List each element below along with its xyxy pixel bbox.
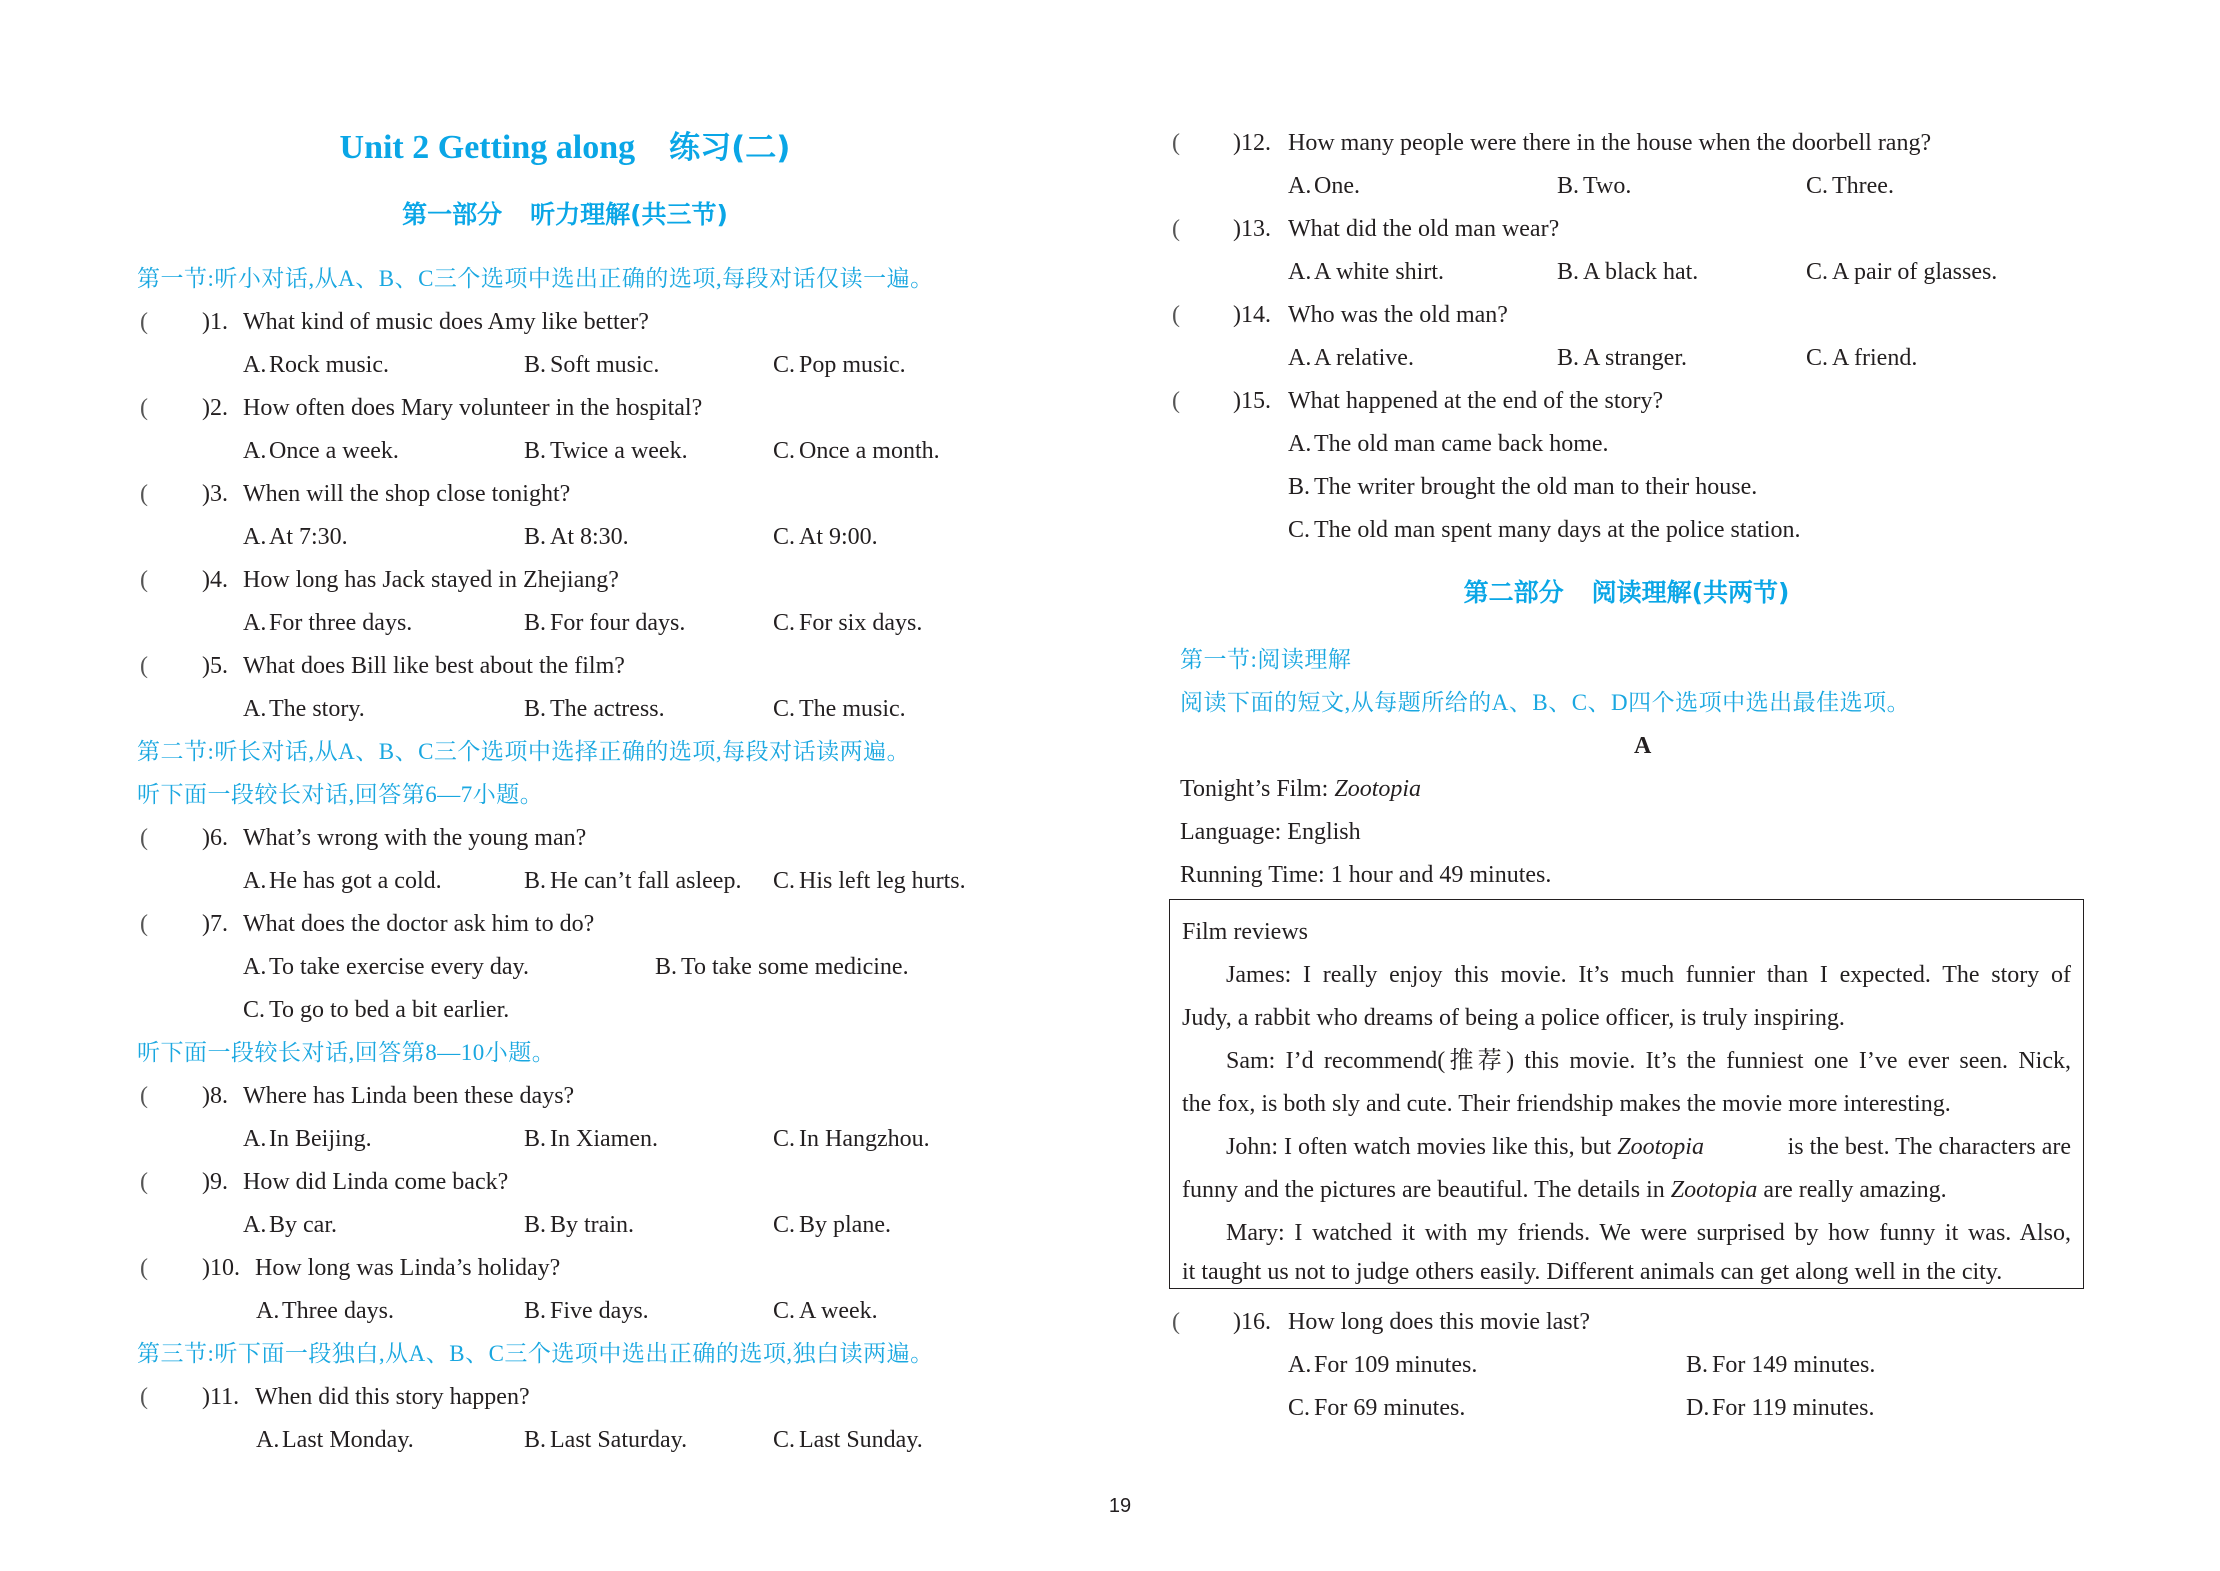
option-c — [773, 608, 922, 638]
option-text: Last Monday. — [282, 1427, 414, 1453]
option-text: He has got a cold. — [269, 868, 442, 894]
part1-heading — [0, 199, 1130, 231]
option-text: Last Saturday. — [550, 1427, 688, 1453]
option-letter: C. — [773, 868, 796, 894]
option-letter: A. — [1288, 259, 1312, 285]
review-sam-line2: the fox, is both sly and cute. Their friendship makes the movie more interesting. — [1182, 1091, 1951, 1117]
question-text: What did the old man wear? — [1288, 216, 1560, 242]
option-text: In Beijing. — [269, 1126, 372, 1152]
option-b — [524, 1124, 658, 1154]
option-letter: A. — [243, 1212, 267, 1238]
option-text: Pop music. — [799, 352, 906, 378]
film-title-line — [1180, 774, 1421, 804]
section2-sub-instruction-6-7: 听下面一段较长对话,回答第6—7小题。 — [137, 782, 544, 807]
option-letter: D. — [1686, 1395, 1710, 1421]
option-a — [243, 1124, 372, 1154]
option-a — [1288, 171, 1360, 201]
option-c — [243, 995, 509, 1025]
answer-blank[interactable]: ( — [140, 1083, 148, 1109]
option-letter: A. — [243, 696, 267, 722]
option-b — [1557, 171, 1631, 201]
question-text: What’s wrong with the young man? — [243, 825, 587, 851]
option-c — [773, 522, 878, 552]
option-text: The actress. — [550, 696, 665, 722]
question-number: )8. — [202, 1083, 228, 1109]
option-text: The music. — [799, 696, 906, 722]
question-text: How many people were there in the house when the doorbell rang? — [1288, 130, 1932, 156]
option-letter: C. — [1288, 1395, 1311, 1421]
option-text: One. — [1314, 173, 1360, 199]
section1-instruction: 第一节:听小对话,从A、B、C三个选项中选出正确的选项,每段对话仅读一遍。 — [137, 266, 934, 291]
option-letter: C. — [773, 1298, 796, 1324]
option-a — [256, 1296, 394, 1326]
option-text: At 7:30. — [269, 524, 348, 550]
question-number: )16. — [1233, 1309, 1271, 1335]
question-number: )1. — [202, 309, 228, 335]
option-text: Two. — [1583, 173, 1632, 199]
option-letter: B. — [524, 524, 547, 550]
option-text: The story. — [269, 696, 365, 722]
option-text: For 69 minutes. — [1314, 1395, 1466, 1421]
option-a — [1288, 343, 1414, 373]
option-letter: A. — [256, 1427, 280, 1453]
answer-blank[interactable]: ( — [1172, 388, 1180, 414]
option-letter: B. — [524, 438, 547, 464]
option-text: A week. — [799, 1298, 878, 1324]
option-letter: A. — [243, 352, 267, 378]
option-c — [773, 1124, 930, 1154]
option-text: By train. — [550, 1212, 634, 1238]
option-text: Rock music. — [269, 352, 389, 378]
part2-heading-title: 阅读理解(共两节) — [1591, 578, 1790, 607]
question-number: )4. — [202, 567, 228, 593]
section2-sub-instruction-8-10: 听下面一段较长对话,回答第8—10小题。 — [137, 1040, 556, 1065]
option-letter: A. — [1288, 173, 1312, 199]
option-letter: A. — [243, 868, 267, 894]
option-c — [773, 350, 906, 380]
option-letter: C. — [243, 997, 266, 1023]
option-text: For 149 minutes. — [1712, 1352, 1876, 1378]
part1-heading-label: 第一部分 — [402, 200, 503, 229]
answer-blank[interactable]: ( — [140, 567, 148, 593]
option-letter: C. — [773, 696, 796, 722]
option-text: In Xiamen. — [550, 1126, 658, 1152]
option-letter: A. — [243, 1126, 267, 1152]
option-letter: A. — [243, 438, 267, 464]
option-a — [243, 694, 365, 724]
option-c — [1806, 343, 1917, 373]
option-text: A black hat. — [1583, 259, 1699, 285]
option-letter: B. — [524, 1126, 547, 1152]
review-sam-line1: Sam: I’d recommend(推荐) this movie. It’s the funniest one I’ve ever seen. Nick, — [1226, 1048, 2071, 1074]
question-text: What does the doctor ask him to do? — [243, 911, 595, 937]
option-letter: A. — [243, 524, 267, 550]
option-letter: B. — [524, 868, 547, 894]
option-letter: C. — [1288, 517, 1311, 543]
option-c — [773, 1210, 891, 1240]
option-a — [1288, 1350, 1477, 1380]
option-b — [1557, 343, 1687, 373]
question-text: What happened at the end of the story? — [1288, 388, 1664, 414]
question-text: How long was Linda’s holiday? — [255, 1255, 561, 1281]
option-a — [256, 1425, 414, 1455]
answer-blank[interactable]: ( — [140, 1169, 148, 1195]
question-text: How long does this movie last? — [1288, 1309, 1590, 1335]
answer-blank[interactable]: ( — [140, 481, 148, 507]
option-text: Three days. — [282, 1298, 394, 1324]
question-text: Where has Linda been these days? — [243, 1083, 575, 1109]
option-letter: A. — [1288, 431, 1312, 457]
option-text: Once a month. — [799, 438, 940, 464]
question-number: )14. — [1233, 302, 1271, 328]
option-a — [243, 866, 442, 896]
option-letter: C. — [1806, 259, 1829, 285]
question-number: )3. — [202, 481, 228, 507]
option-letter: C. — [773, 1427, 796, 1453]
review-james-line2: Judy, a rabbit who dreams of being a police officer, is truly inspiring. — [1182, 1005, 1845, 1031]
option-text: The old man came back home. — [1314, 431, 1609, 457]
passage-label: A — [1634, 733, 1652, 759]
review-john-text: John: I often watch movies like this, but — [1226, 1134, 1618, 1160]
answer-blank[interactable]: ( — [140, 1384, 148, 1410]
answer-blank[interactable]: ( — [1172, 302, 1180, 328]
option-letter: B. — [524, 352, 547, 378]
option-c — [1288, 1393, 1465, 1423]
answer-blank[interactable]: ( — [1172, 130, 1180, 156]
option-text: At 8:30. — [550, 524, 629, 550]
page-title — [0, 127, 1130, 169]
option-a — [1288, 429, 1609, 459]
part2-heading-label: 第二部分 — [1463, 578, 1564, 607]
option-text: A relative. — [1314, 345, 1414, 371]
option-c — [773, 694, 906, 724]
option-text: The old man spent many days at the police station. — [1314, 517, 1801, 543]
answer-blank[interactable]: ( — [140, 911, 148, 937]
option-text: His left leg hurts. — [799, 868, 966, 894]
option-text: Once a week. — [269, 438, 399, 464]
option-a — [1288, 257, 1444, 287]
option-text: A pair of glasses. — [1832, 259, 1998, 285]
option-text: A stranger. — [1583, 345, 1687, 371]
reading-section1-title: 第一节:阅读理解 — [1180, 647, 1352, 672]
question-number: )13. — [1233, 216, 1271, 242]
review-john-line2 — [1182, 1175, 2071, 1205]
option-letter: C. — [773, 1126, 796, 1152]
review-john-text: are really amazing. — [1757, 1177, 1947, 1203]
option-c — [1288, 515, 1801, 545]
option-b — [524, 1425, 687, 1455]
option-text: A white shirt. — [1314, 259, 1444, 285]
option-text: To take exercise every day. — [269, 954, 529, 980]
option-letter: B. — [524, 1427, 547, 1453]
question-text: When did this story happen? — [255, 1384, 530, 1410]
answer-blank[interactable]: ( — [140, 825, 148, 851]
question-text: What does Bill like best about the film? — [243, 653, 625, 679]
option-letter: B. — [1557, 173, 1580, 199]
option-letter: A. — [243, 954, 267, 980]
option-a — [243, 952, 529, 982]
option-a — [243, 350, 389, 380]
option-text: Five days. — [550, 1298, 649, 1324]
option-text: By car. — [269, 1212, 337, 1238]
option-c — [1806, 257, 1997, 287]
option-text: To take some medicine. — [681, 954, 909, 980]
option-a — [243, 608, 412, 638]
option-letter: C. — [773, 438, 796, 464]
part2-heading — [1169, 577, 2084, 609]
option-a — [243, 1210, 337, 1240]
option-text: To go to bed a bit earlier. — [269, 997, 510, 1023]
option-b — [524, 866, 741, 896]
option-text: Three. — [1832, 173, 1894, 199]
option-text: Twice a week. — [550, 438, 688, 464]
question-text: How did Linda come back? — [243, 1169, 509, 1195]
option-text: He can’t fall asleep. — [550, 868, 742, 894]
option-letter: B. — [1557, 345, 1580, 371]
option-b — [524, 1210, 634, 1240]
section3-instruction: 第三节:听下面一段独白,从A、B、C三个选项中选出正确的选项,独白读两遍。 — [137, 1341, 934, 1366]
option-b — [655, 952, 909, 982]
title-chinese: 练习(二) — [669, 130, 791, 166]
option-b — [524, 436, 688, 466]
reading-section1-instruction: 阅读下面的短文,从每题所给的A、B、C、D四个选项中选出最佳选项。 — [1180, 690, 1911, 715]
option-text: For three days. — [269, 610, 413, 636]
film-language: Language: English — [1180, 819, 1361, 845]
answer-blank[interactable]: ( — [140, 1255, 148, 1281]
option-text: By plane. — [799, 1212, 891, 1238]
question-number: )2. — [202, 395, 228, 421]
option-letter: C. — [773, 352, 796, 378]
question-text: Who was the old man? — [1288, 302, 1508, 328]
option-letter: C. — [773, 610, 796, 636]
question-number: )5. — [202, 653, 228, 679]
option-text: Soft music. — [550, 352, 660, 378]
question-number: )7. — [202, 911, 228, 937]
review-john-text: funny and the pictures are beautiful. The details in — [1182, 1177, 1671, 1203]
part1-heading-title: 听力理解(共三节) — [530, 200, 728, 229]
option-letter: A. — [243, 610, 267, 636]
option-b — [524, 1296, 649, 1326]
option-b — [524, 350, 659, 380]
option-letter: C. — [1806, 345, 1829, 371]
option-letter: B. — [524, 696, 547, 722]
review-john-text: is the best. The characters are — [1781, 1134, 2071, 1160]
option-c — [773, 1425, 923, 1455]
review-john-line1 — [1226, 1132, 2071, 1162]
option-a — [243, 522, 348, 552]
option-d — [1686, 1393, 1874, 1423]
option-letter: A. — [1288, 345, 1312, 371]
page-number: 19 — [1108, 1495, 1132, 1517]
question-text: What kind of music does Amy like better? — [243, 309, 649, 335]
option-b — [524, 694, 665, 724]
option-letter: B. — [1288, 474, 1311, 500]
option-letter: C. — [1806, 173, 1829, 199]
title-english: Unit 2 Getting along — [339, 129, 636, 166]
option-text: At 9:00. — [799, 524, 878, 550]
option-letter: B. — [1557, 259, 1580, 285]
answer-blank[interactable]: ( — [140, 309, 148, 335]
film-running-time: Running Time: 1 hour and 49 minutes. — [1180, 862, 1552, 888]
option-b — [1288, 472, 1757, 502]
option-b — [524, 522, 629, 552]
option-c — [773, 1296, 878, 1326]
review-mary-line2: it taught us not to judge others easily. Different animals can get along well in the city. — [1182, 1259, 2003, 1285]
question-number: )12. — [1233, 130, 1271, 156]
option-letter: B. — [655, 954, 678, 980]
option-letter: A. — [1288, 1352, 1312, 1378]
option-letter: B. — [1686, 1352, 1709, 1378]
question-number: )15. — [1233, 388, 1271, 414]
review-james-line1: James: I really enjoy this movie. It’s much funnier than I expected. The story of — [1226, 962, 2071, 988]
option-letter: B. — [524, 1298, 547, 1324]
film-reviews-box — [1169, 899, 2084, 1289]
option-b — [524, 608, 685, 638]
answer-blank[interactable]: ( — [1172, 1309, 1180, 1335]
option-letter: B. — [524, 1212, 547, 1238]
question-number: )9. — [202, 1169, 228, 1195]
option-b — [1557, 257, 1698, 287]
option-a — [243, 436, 399, 466]
answer-blank[interactable]: ( — [140, 395, 148, 421]
option-text: For 119 minutes. — [1712, 1395, 1875, 1421]
reviews-heading: Film reviews — [1182, 919, 1308, 945]
option-letter: A. — [256, 1298, 280, 1324]
answer-blank[interactable]: ( — [1172, 216, 1180, 242]
question-text: When will the shop close tonight? — [243, 481, 571, 507]
film-title: Zootopia — [1334, 776, 1422, 802]
film-title-inline: Zootopia — [1670, 1177, 1758, 1203]
section2-instruction: 第二节:听长对话,从A、B、C三个选项中选择正确的选项,每段对话读两遍。 — [137, 739, 911, 764]
option-text: For 109 minutes. — [1314, 1352, 1478, 1378]
option-c — [1806, 171, 1894, 201]
option-text: For six days. — [799, 610, 923, 636]
option-text: The writer brought the old man to their house. — [1314, 474, 1758, 500]
option-text: Last Sunday. — [799, 1427, 923, 1453]
option-letter: C. — [773, 1212, 796, 1238]
option-text: For four days. — [550, 610, 686, 636]
option-letter: C. — [773, 524, 796, 550]
answer-blank[interactable]: ( — [140, 653, 148, 679]
question-number: )6. — [202, 825, 228, 851]
question-number: )11. — [202, 1384, 240, 1410]
question-text: How long has Jack stayed in Zhejiang? — [243, 567, 619, 593]
film-title-inline: Zootopia — [1617, 1134, 1704, 1160]
option-b — [1686, 1350, 1875, 1380]
film-label: Tonight’s Film: — [1180, 776, 1335, 802]
option-c — [773, 866, 966, 896]
review-mary-line1: Mary: I watched it with my friends. We were surprised by how funny it was. Also, — [1226, 1220, 2071, 1246]
option-letter: B. — [524, 610, 547, 636]
question-text: How often does Mary volunteer in the hospital? — [243, 395, 703, 421]
option-text: A friend. — [1832, 345, 1918, 371]
question-number: )10. — [202, 1255, 240, 1281]
option-c — [773, 436, 940, 466]
option-text: In Hangzhou. — [799, 1126, 930, 1152]
